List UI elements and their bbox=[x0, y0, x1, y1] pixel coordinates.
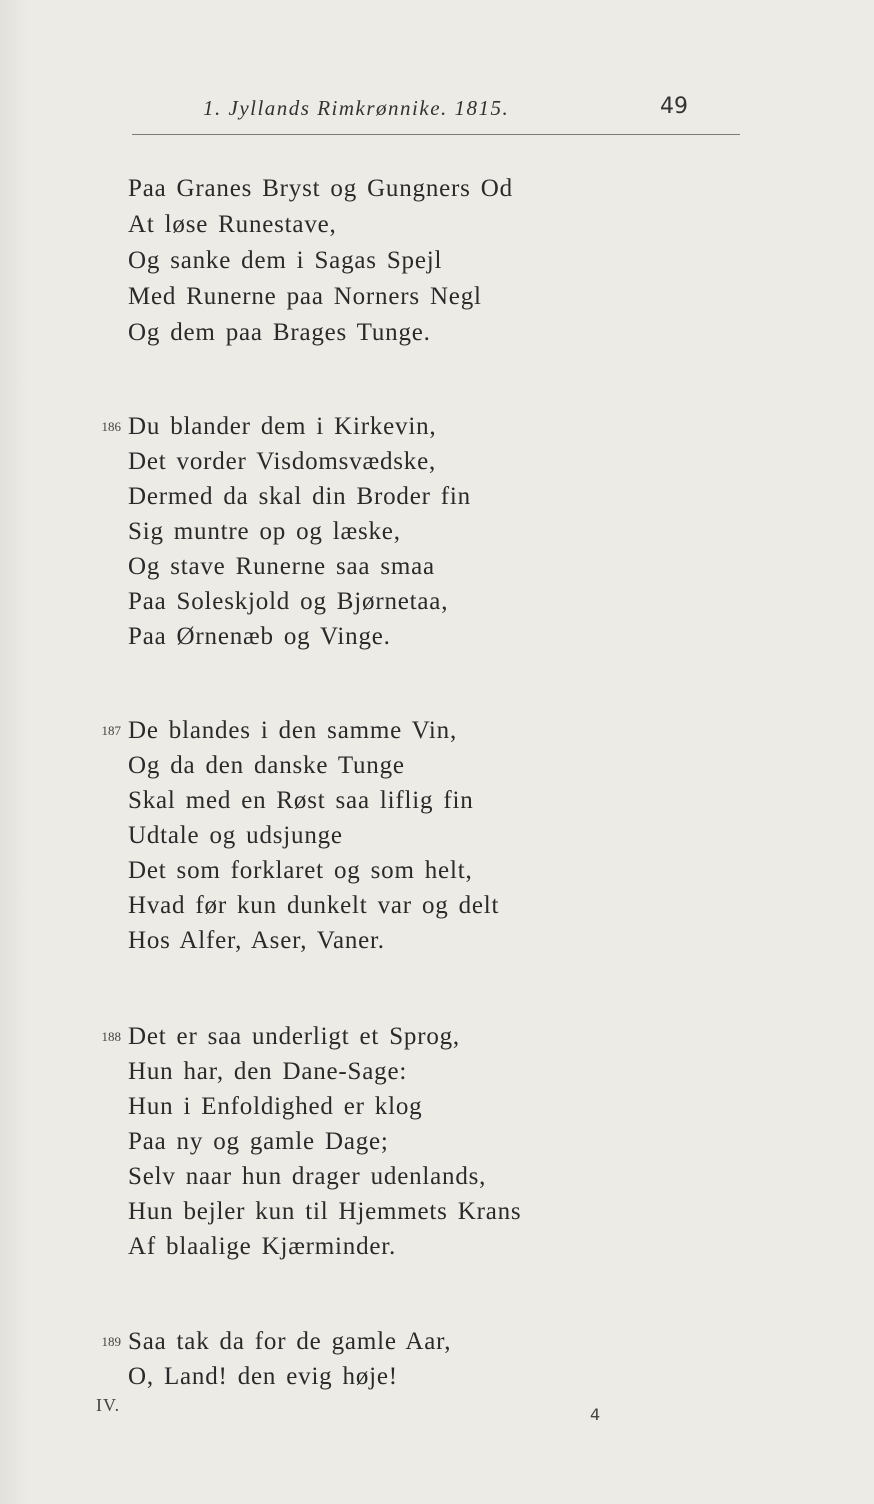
gutter-shade bbox=[0, 0, 28, 1504]
stanza-number: 188 bbox=[101, 1029, 121, 1044]
verse-line: Sig muntre op og læske, bbox=[128, 518, 401, 545]
verse-line: Paa ny og gamle Dage; bbox=[128, 1128, 389, 1155]
stanza-number: 189 bbox=[101, 1334, 121, 1349]
page-number: 49 bbox=[660, 94, 688, 119]
verse-line: At løse Runestave, bbox=[128, 211, 337, 238]
verse-line: De blandes i den samme Vin, bbox=[128, 717, 458, 744]
verse-line: O, Land! den evig høje! bbox=[128, 1363, 398, 1390]
verse-line: Af blaalige Kjærminder. bbox=[128, 1233, 397, 1260]
verse-line: Du blander dem i Kirkevin, bbox=[128, 413, 437, 440]
verse-line: Og sanke dem i Sagas Spejl bbox=[128, 247, 443, 274]
verse-line: Med Runerne paa Norners Negl bbox=[128, 283, 482, 310]
stanza-number: 186 bbox=[101, 419, 121, 434]
verse-line: Saa tak da for de gamle Aar, bbox=[128, 1328, 452, 1355]
verse-line: Og da den danske Tunge bbox=[128, 752, 405, 779]
page-header bbox=[0, 92, 874, 132]
verse-line: Og dem paa Brages Tunge. bbox=[128, 319, 431, 346]
verse-line: Paa Granes Bryst og Gungners Od bbox=[128, 175, 513, 202]
stanza-number: 187 bbox=[101, 723, 121, 738]
verse-line: Det er saa underligt et Sprog, bbox=[128, 1023, 460, 1050]
verse-line: Det som forklaret og som helt, bbox=[128, 857, 473, 884]
verse-line: Paa Ørnenæb og Vinge. bbox=[128, 623, 391, 650]
verse-line: Udtale og udsjunge bbox=[128, 822, 343, 849]
sheet-number: 4 bbox=[590, 1405, 601, 1424]
header-rule bbox=[132, 134, 740, 135]
verse-line: Dermed da skal din Broder fin bbox=[128, 483, 471, 510]
verse-line: Det vorder Visdomsvædske, bbox=[128, 448, 437, 475]
signature-mark: IV. bbox=[96, 1395, 121, 1415]
running-head: 1. Jyllands Rimkrønnike. 1815. bbox=[203, 96, 510, 120]
verse-line: Hun har, den Dane-Sage: bbox=[128, 1058, 408, 1085]
verse-line: Og stave Runerne saa smaa bbox=[128, 553, 435, 580]
verse-line: Hvad før kun dunkelt var og delt bbox=[128, 892, 500, 919]
verse-line: Paa Soleskjold og Bjørnetaa, bbox=[128, 588, 449, 615]
verse-line: Selv naar hun drager udenlands, bbox=[128, 1163, 487, 1190]
verse-line: Skal med en Røst saa liflig fin bbox=[128, 787, 474, 814]
verse-line: Hun bejler kun til Hjemmets Krans bbox=[128, 1198, 522, 1225]
verse-line: Hos Alfer, Aser, Vaner. bbox=[128, 927, 385, 954]
verse-line: Hun i Enfoldighed er klog bbox=[128, 1093, 423, 1120]
